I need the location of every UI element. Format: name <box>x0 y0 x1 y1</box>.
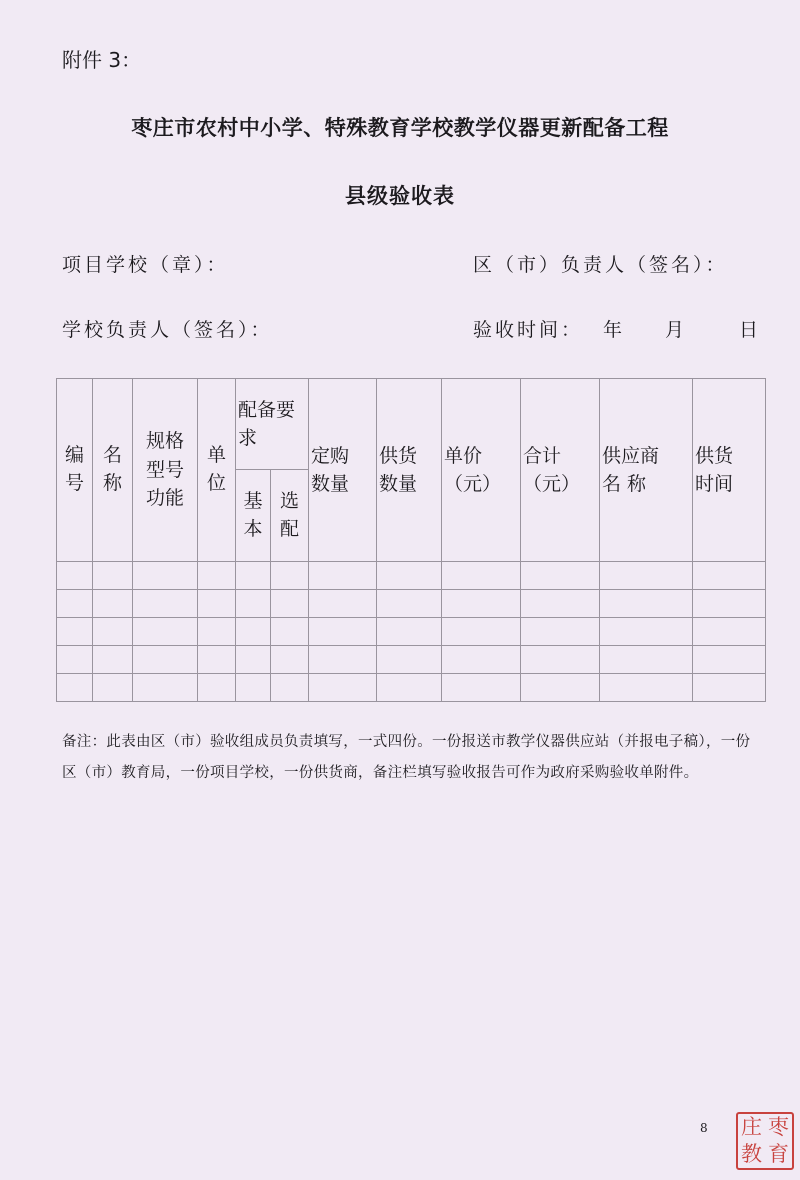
seal-char: 育 <box>768 1142 789 1166</box>
header-order-qty: 定购数量 <box>309 379 377 562</box>
year-label: 年 <box>603 319 626 341</box>
header-supplier: 供应商 名 称 <box>600 379 693 562</box>
acceptance-time-label: 验收时间： <box>473 319 584 341</box>
header-basic: 基本 <box>236 470 271 562</box>
table-row <box>57 646 766 674</box>
month-label: 月 <box>665 319 688 341</box>
document-title: 枣庄市农村中小学、特殊教育学校教学仪器更新配备工程 <box>131 116 669 140</box>
acceptance-table <box>56 378 766 702</box>
day-label: 日 <box>739 319 762 341</box>
acceptance-time-field <box>473 315 761 342</box>
table-row <box>57 674 766 702</box>
header-unit-price: 单价（元） <box>442 379 521 562</box>
header-spec: 规格型号功能 <box>133 379 198 562</box>
seal-char: 庄 <box>741 1115 762 1139</box>
header-optional: 选配 <box>271 470 309 562</box>
school-head-field: 学校负责人（签名）： <box>62 319 273 341</box>
remarks-note: 备注：此表由区（市）验收组成员负责填写，一式四份。一份报送市教学仪器供应站（并报电子稿），一份区（市）教育局，一份项目学校，一份供货商，备注栏填写验收报告可作为政府采购验收单附件。 <box>62 734 751 781</box>
document-subtitle: 县级验收表 <box>345 184 455 208</box>
header-total: 合计（元） <box>521 379 600 562</box>
header-config-req: 配备要求 <box>236 379 309 470</box>
table-row <box>57 618 766 646</box>
seal-stamp-icon <box>736 1112 794 1170</box>
seal-char: 教 <box>741 1142 762 1166</box>
attachment-label: 附件 3： <box>62 48 142 72</box>
seal-char: 枣 <box>768 1115 789 1139</box>
table-row <box>57 590 766 618</box>
header-supply-qty: 供货数量 <box>377 379 442 562</box>
page-number: 8 <box>700 1121 708 1135</box>
table-row <box>57 562 766 590</box>
header-name: 名称 <box>93 379 133 562</box>
project-school-field: 项目学校（章）： <box>62 254 229 276</box>
header-unit: 单位 <box>198 379 236 562</box>
header-number: 编号 <box>57 379 93 562</box>
district-head-field: 区（市）负责人（签名）： <box>473 254 728 276</box>
header-supply-time: 供货时间 <box>693 379 766 562</box>
